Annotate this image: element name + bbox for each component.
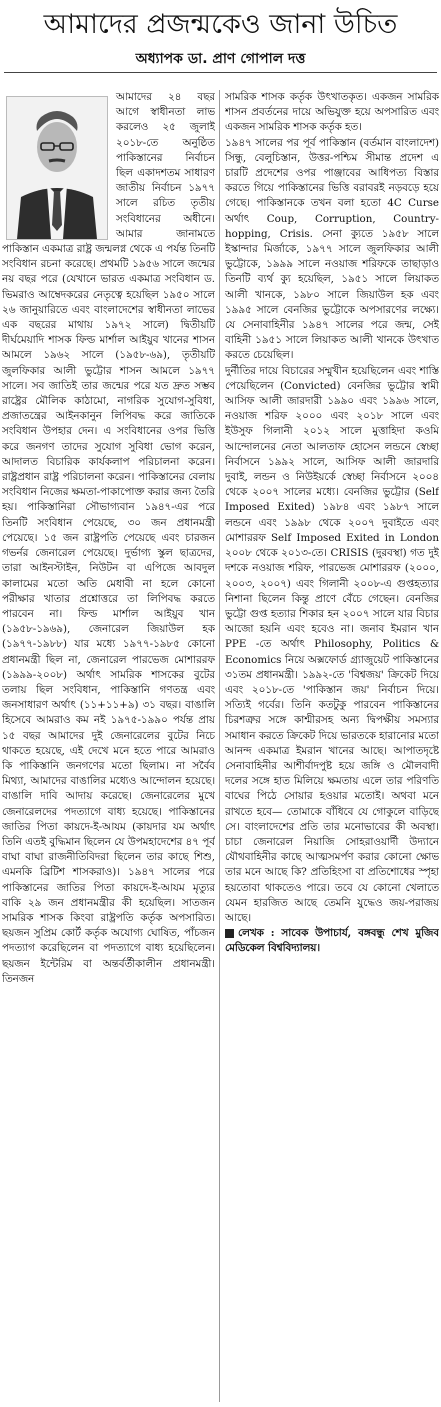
column-divider: [219, 90, 220, 1402]
right-column: [225, 90, 439, 1402]
author-note-text: লেখক : সাবেক উপাচার্য, বঙ্গবন্ধু শেখ মুজিব মেডিকেল বিশ্ববিদ্যালয়।: [225, 927, 439, 955]
author-photo: [6, 96, 108, 240]
right-column-paragraph-3: দুর্নীতির দায়ে বিচারের সম্মুখীন হয়েছিলেন এবং শাস্তি পেয়েছিলেন (Convicted) বেনজির ভুট্টোর স্বামী আসিফ আলী জারদারী ১৯৯০ এবং ১৯৯৬ সালে, নওয়াজ শরিফ ২০০০ এবং ২০১৮ সালে এবং ইউসুফ গিলানী ২০১২ সালে মুত্তাহিদা কওমি আন্দোলনের নেতা আলতাফ হোসেন লন্ডনে স্বেচ্ছা নির্বাসনে ১৯৯২ সালে, আসিফ আলী জারদারি দুবাই, লন্ডন ও নিউইয়র্কে স্বেচ্ছা নির্বাসনে ২০০৪ থেকে ২০০৭ সালের মধ্যে। বেনজির ভুট্টোর (Self Imposed Exited) ১৯৮৪ এবং ১৯৮৭ সালে লন্ডনে এবং ১৯৯৮ থেকে ২০০৭ দুবাইতে এবং মোশাররফ Self Imposed Exited in London ২০০৮ থেকে ২০১৩-তে। CRISIS (দুরবস্থা) গত দুই দশকে নওয়াজ শরিফ, পারভেজ মোশাররফ (২০০০, ২০০৩, ২০০৭) এবং গিলানী ২০০৮-এ গুপ্তহত্যার নিশানা ছিলেন কিন্তু প্রাণে বেঁচে গেছেন। বেনজির ভুট্টো গুপ্ত হত্যার শিকার হন ২০০৭ সালে যার বিচার আজো হয়নি এবং হবেও না। জনাব ইমরান খান PPE -তে অর্থাৎ Philosophy, Politics & Economics নিয়ে অক্সফোর্ড গ্র্যাজুয়েট পাকিস্তানের ৩১তম প্রধানমন্ত্রী। ১৯৯২-তে 'বিশ্বজয়' ক্রিকেট দিয়ে এবং ২০১৮-তে 'পাকিস্তান জয়' নির্বাচন দিয়ে। সত্যিই গর্বের। তিনি কতটুকু পারবেন পাকিস্তানের চিরশত্রুর সঙ্গে কাশ্মীরসহ অন্য দ্বিপক্ষীয় সমস্যার সমাধান করতে ক্রিকেট দিয়ে ভারতকে হারানোর মতো আনন্দ একমাত্র ইমরান খানের আছে। আপাতদৃষ্টে সেনাবাহিনীর আশীর্বাদপুষ্ট হয়ে জঙ্গি ও মৌলবাদী দলের সঙ্গে হাত মিলিয়ে ক্ষমতায় এলে তার পরিণতি বাঘের পিঠে সোয়ার হওয়ার মতোই। অথবা মনে রাখতে হবে— তোমাকে বাঁধিবে যে গোকুলে বাড়িছে সে। বাংলাদেশের প্রতি তার মনোভাবের কী অবস্থা। চাচা জেনারেল নিয়াজি সোহরাওয়ার্দী উদ্যানে যৌথবাহিনীর কাছে আত্মসমর্পণ করার কোনো ক্ষোভ তার মনে আছে কি? প্রতিহিংসা বা প্রতিশোধের স্পৃহা হয়তোবা থাকতেও পারে। তবে যে কোনো খেলাতে যেমন হারজিত আছে তেমনি যুদ্ধেও জয়-পরাজয় আছে।: [225, 364, 439, 924]
left-column: [2, 90, 215, 1402]
byline: অধ্যাপক ডা. প্রাণ গোপাল দত্ত: [135, 51, 306, 67]
bullet-square-icon: [225, 929, 234, 938]
left-column-paragraph: আমাদের ২৪ বছর আগে স্বাধীনতা লাভ করলেও ২৫ জুলাই ২০১৮-তে অনুষ্ঠিত পাকিস্তানের নির্বাচন ছিল একাদশতম সাধারণ জাতীয় নির্বাচন ১৯৭৭ সালে রচিত তৃতীয় সংবিধানের অধীনে। আমার জানামতে পাকিস্তান একমাত্র রাষ্ট্র জন্মলগ্ন থেকে এ পর্যন্ত তিনটি সংবিধান রচনা করেছে। প্রথমটি ১৯৫৬ সালে জন্মের নয় বছর পরে (যেখানে ভারত একমাত্র সংবিধান ড. ভিমরাও আম্বেদকরের নেতৃত্বে হয়েছিল ১৯৫০ সালে ২৬ জানুয়ারিতে এবং বাংলাদেশের স্বাধীনতা লাভের এক বছরের মাথায় ১৯৭২ সালে) দ্বিতীয়টি দীর্ঘমেয়াদি শাসক ফিল্ড মার্শাল আইয়ুব খানের শাসন আমলে ১৯৬২ সালে (১৯৫৮-৬৯), তৃতীয়টি জুলফিকার আলী ভুট্টোর শাসন আমলে ১৯৭৭ সালে। সব জাতিই তার জন্মের পরে যত দ্রুত সম্ভব রাষ্ট্রের মৌলিক কাঠামো, নাগরিক সুযোগ-সুবিধা, প্রজাতন্ত্রের আইনকানুন লিপিবদ্ধ করে জাতিকে সংবিধান উপহার দেন। এ সংবিধানের ওপর ভিত্তি করে জনগণ তাদের সুযোগ সুবিধা ভোগ করেন, আদালত বিচারিক কার্যকলাপ পরিচালনা করেন। রাষ্ট্রপ্রধান রাষ্ট্র পরিচালনা করেন। পাকিস্তানের বেলায় সংবিধান নিজের ক্ষমতা-পাকাপোক্ত করার জন্য তৈরি হয়। পাকিস্তানিরা সৌভাগ্যবান ১৯৪৭-এর পরে তিনটি সংবিধান পেয়েছে, ৩০ জন প্রধানমন্ত্রী পেয়েছে। ১৫ জন রাষ্ট্রপতি পেয়েছে এবং চারজন গভর্নর জেনারেল পেয়েছে। দুর্ভাগ্য স্কুল ছাত্রদের, তারা আইনস্টাইন, নিউটন বা এপিজে আবদুল কালামের মতো অতি মেধাবী না হলে কোনো পরীক্ষার খাতার প্রশ্নোত্তরে তা লিপিবদ্ধ করতে পারবেন না। ফিল্ড মার্শাল আইয়ুব খান (১৯৫৮-১৯৬৯), জেনারেল জিয়াউল হক (১৯৭৭-১৯৮৮) যার মধ্যে ১৯৭৭-১৯৮৫ কোনো প্রধানমন্ত্রী ছিল না, জেনারেল পারভেজ মোশাররফ (১৯৯৯-২০০৮) অর্থাৎ সামরিক শাসকের বুটের তলায় ছিল সংবিধান, পাকিস্তানি গণতন্ত্র এবং জনসাধারণ অর্থাৎ (১১+১১+৯) ৩১ বছর। বাঙালি হিসেবে আমরাও কম নই ১৯৭৫-১৯৯০ পর্যন্ত প্রায় ১৫ বছর আমাদের দুই জেনারেলের বুটের নিচে থাকতে হয়েছে, এই দেখে মনে হতে পারে আমরাও কি পাকিস্তানি জনগণের মতো ছিলাম। না সর্বৈব মিথ্যা, আমাদের বাঙালির মধ্যেও আন্দোলন হয়েছে। বাঙালি দাবি আদায় করেছে। জেনারেলের মুখে জেনারেলদের পদত্যাগে বাধ্য হয়েছে। পাকিস্তানের জাতির পিতা কায়দে-ই-আযম (কায়দার যম অর্থাৎ তিনি এতই বুদ্ধিমান ছিলেন যে উপমহাদেশের ৪৭ পূর্ব বাঘা বাঘা রাজনীতিবিদরা ছিলেন তার কাছে শিশু, এমনকি ব্রিটিশ শাসকরাও)। ১৯৪৭ সালের পরে পাকিস্তানের জাতির পিতা কায়দে-ই-আযম মৃত্যুর বাকি ২৯ জন প্রধানমন্ত্রীর কী হয়েছিল। সাতজন সামরিক শাসক কিংবা রাষ্ট্রপতি কর্তৃক অপসারিত। ছয়জন সুপ্রিম কোর্ট কর্তৃক অযোগ্য ঘোষিত, পাঁচজন পদত্যাগ করেছিলেন বা পদত্যাগে বাধ্য হয়েছিলেন। ছয়জন ইন্টেরিম বা অন্তর্বর্তীকালীন প্রধানমন্ত্রী। তিনজন: [2, 91, 215, 985]
headline-rule: [4, 72, 437, 73]
right-column-paragraph-1: সামরিক শাসক কর্তৃক উৎখাতকৃত। একজন সামরিক শাসন প্রবর্তনের দায়ে অভিযুক্ত হয়ে অপসারিত এবং একজন সামরিক শাসক কর্তৃক হত।: [225, 91, 439, 134]
author-note: [225, 926, 439, 956]
author-portrait-icon: [7, 97, 107, 239]
right-column-paragraph-2: ১৯৪৭ সালের পর পূর্ব পাকিস্তান (বর্তমান বাংলাদেশ) সিন্ধু, বেলুচিস্তান, উত্তর-পশ্চিম সীমান্ত প্রদেশ এ চারটি প্রদেশের ওপর পাঞ্জাবের আধিপত্য বিস্তার করতে গিয়ে পাকিস্তানের ভিত্তি বরাবরই নড়বড়ে হয়ে গেছে। পাকিস্তানকে তখন বলা হতো 4C Curse অর্থাৎ Coup, Corruption, Country-hopping, Crisis. সেনা ক্যুতে ১৯৫৮ সালে ইস্কান্দার মির্জাকে, ১৯৭৭ সালে জুলফিকার আলী ভুট্টোকে, ১৯৯৯ সালে নওয়াজ শরিফকে তাছাড়াও তিনটি ব্যর্থ ক্যু হয়েছিল, ১৯৫১ সালে লিয়াকত আলী খানকে, ১৯৮০ সালে জিয়াউল হক এবং ১৯৯৫ সালে বেনজির ভুট্টোকে অপসারণের লক্ষ্যে। যে সেনাবাহিনীর ১৯৪৭ সালের পরে জন্ম, সেই বাহিনী ১৯৫১ সালে লিয়াকত আলী খানকে উৎখাত করতে চেয়েছিল।: [225, 136, 439, 362]
headline: আমাদের প্রজন্মকেও জানা উচিত: [43, 9, 398, 40]
